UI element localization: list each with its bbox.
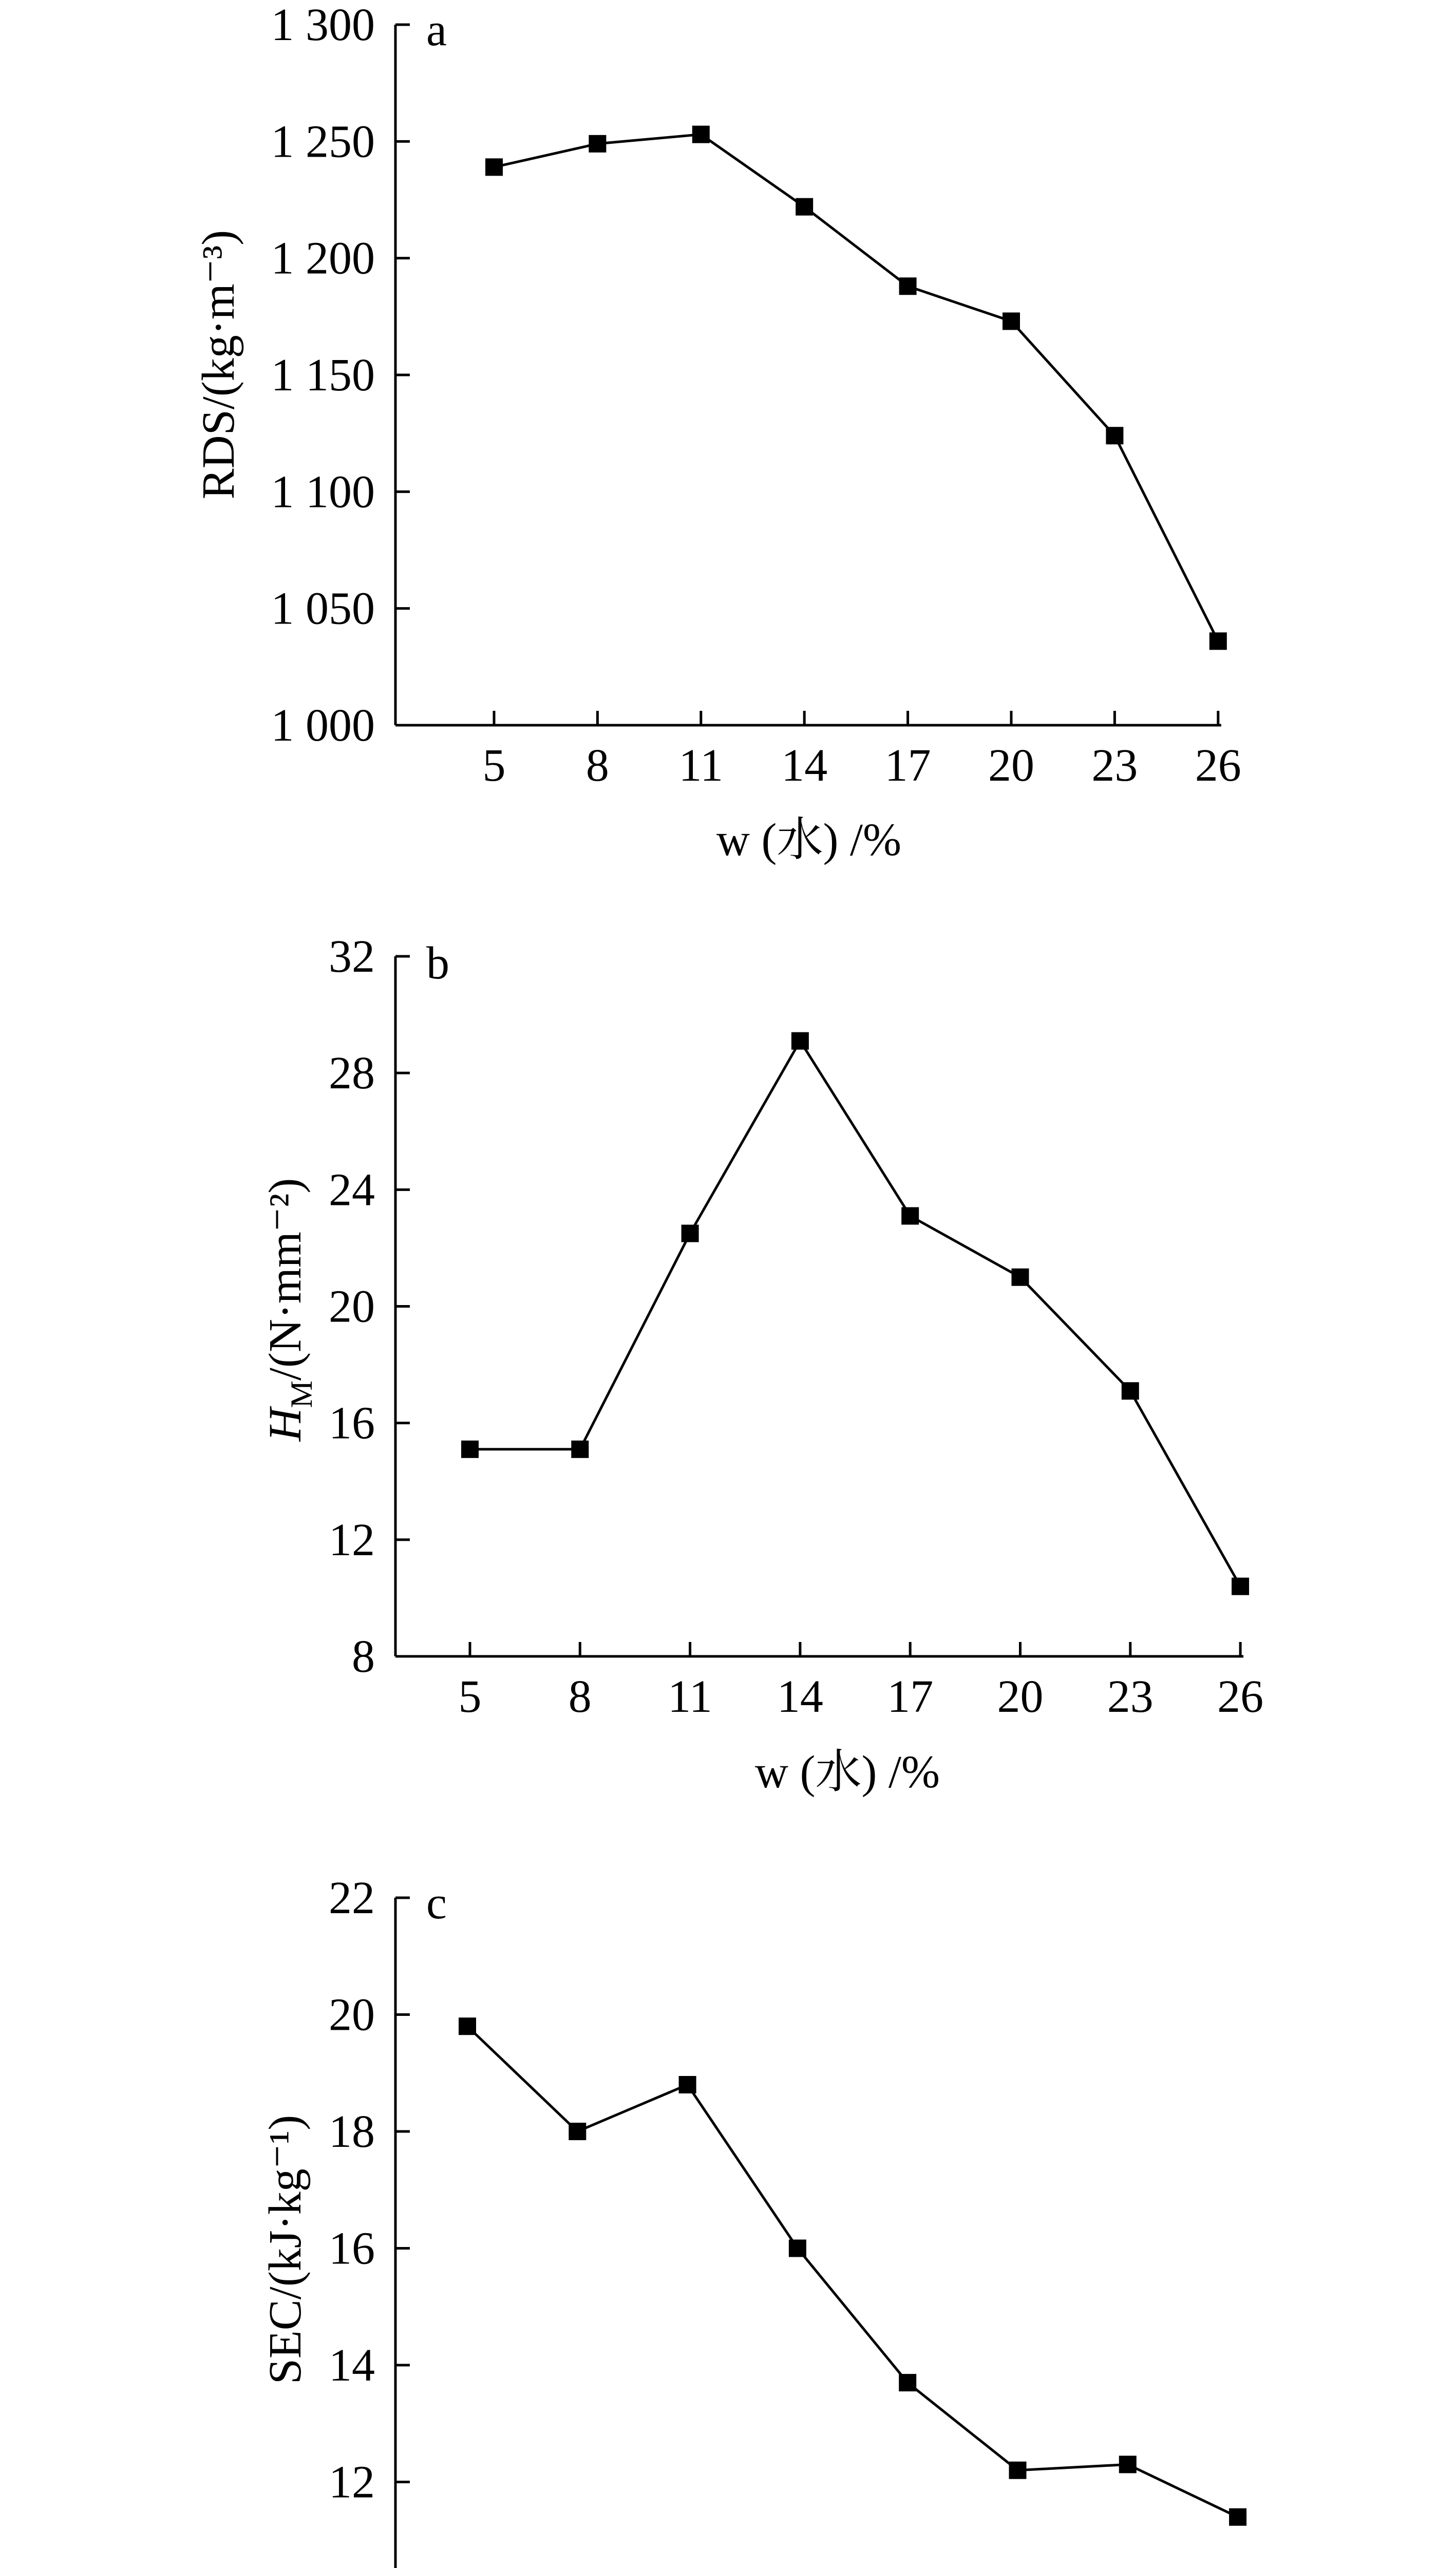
series-line-b [470, 1041, 1240, 1587]
x-axis-b [395, 1642, 1263, 1722]
data-point-c [899, 2374, 916, 2391]
x-tick-label-b: 17 [887, 1671, 934, 1722]
y-axis-title-a: RDS/(kg·m⁻³) [193, 230, 244, 500]
y-tick-label-b: 12 [329, 1514, 375, 1565]
y-axis-title-b: $H_M/(N\cdot mm^{-2})$ [260, 1178, 318, 1442]
x-tick-label-b: 23 [1107, 1671, 1154, 1722]
y-tick-label-a: 1 250 [271, 116, 375, 167]
y-axis-c [329, 1873, 410, 2568]
y-tick-label-c: 12 [329, 2457, 375, 2508]
x-tick-label-a: 20 [988, 740, 1034, 791]
data-point-b [901, 1207, 919, 1224]
data-point-a [1106, 427, 1123, 444]
y-tick-label-b: 20 [329, 1281, 375, 1332]
data-point-b [1232, 1578, 1249, 1595]
y-axis-title-c: SEC/(kJ·kg⁻¹) [260, 2114, 311, 2385]
series-b [461, 1032, 1249, 1595]
x-tick-label-b: 20 [997, 1671, 1044, 1722]
y-axis-b [329, 931, 410, 1682]
x-axis-title-b: w (水) /% [755, 1747, 940, 1798]
x-tick-label-b: 14 [777, 1671, 823, 1722]
x-tick-label-a: 17 [884, 740, 931, 791]
x-tick-label-a: 23 [1091, 740, 1138, 791]
data-point-b [682, 1225, 699, 1242]
data-point-a [796, 198, 813, 216]
x-tick-label-a: 14 [781, 740, 828, 791]
y-tick-label-a: 1 150 [271, 350, 375, 401]
y-tick-label-c: 16 [329, 2223, 375, 2274]
x-tick-label-a: 8 [585, 740, 609, 791]
y-tick-label-b: 16 [329, 1398, 375, 1449]
y-tick-label-b: 32 [329, 931, 375, 982]
y-tick-label-c: 20 [329, 1989, 375, 2041]
data-point-c [459, 2017, 476, 2035]
x-axis-a [395, 711, 1241, 791]
x-tick-label-a: 5 [482, 740, 506, 791]
x-axis-title-a: w (水) /% [716, 815, 901, 865]
data-point-a [589, 135, 606, 153]
y-tick-label-b: 24 [329, 1164, 375, 1216]
y-tick-label-b: 28 [329, 1048, 375, 1099]
data-point-c [1229, 2508, 1246, 2526]
data-point-b [461, 1441, 479, 1458]
chart-panel-c [260, 1873, 1261, 2568]
y-tick-label-a: 1 300 [271, 0, 375, 50]
data-point-c [1119, 2456, 1137, 2473]
y-tick-label-c: 22 [329, 1873, 375, 1923]
data-point-b [1012, 1269, 1029, 1286]
data-point-c [569, 2123, 586, 2140]
data-point-a [692, 126, 710, 143]
x-tick-label-b: 8 [568, 1671, 592, 1722]
data-point-a [1003, 312, 1020, 330]
x-tick-label-b: 26 [1217, 1671, 1264, 1722]
data-point-c [1009, 2462, 1027, 2479]
data-point-c [679, 2076, 696, 2093]
data-point-b [791, 1032, 809, 1050]
x-tick-label-b: 11 [668, 1671, 712, 1722]
data-point-b [1122, 1382, 1139, 1400]
series-a [485, 126, 1227, 650]
panel-label-b: b [426, 938, 449, 989]
series-line-c [467, 2026, 1238, 2517]
series-line-a [494, 135, 1218, 641]
series-c [459, 2017, 1246, 2526]
panel-label-c: c [426, 1878, 447, 1929]
panel-label-a: a [426, 5, 447, 55]
y-tick-label-a: 1 100 [271, 466, 375, 518]
x-tick-label-a: 11 [678, 740, 724, 791]
chart-panel-a [193, 0, 1241, 865]
x-tick-label-b: 5 [458, 1671, 482, 1722]
data-point-a [1209, 632, 1227, 650]
y-tick-label-b: 8 [352, 1631, 375, 1682]
y-tick-label-c: 14 [329, 2340, 375, 2391]
data-point-c [789, 2240, 806, 2257]
y-tick-label-c: 18 [329, 2106, 375, 2157]
data-point-a [485, 158, 503, 176]
y-axis-a [271, 0, 410, 751]
x-tick-label-a: 26 [1195, 740, 1241, 791]
data-point-a [899, 277, 917, 295]
y-tick-label-a: 1 000 [271, 700, 375, 751]
y-tick-label-a: 1 050 [271, 583, 375, 634]
y-tick-label-a: 1 200 [271, 233, 375, 284]
data-point-b [571, 1441, 589, 1458]
